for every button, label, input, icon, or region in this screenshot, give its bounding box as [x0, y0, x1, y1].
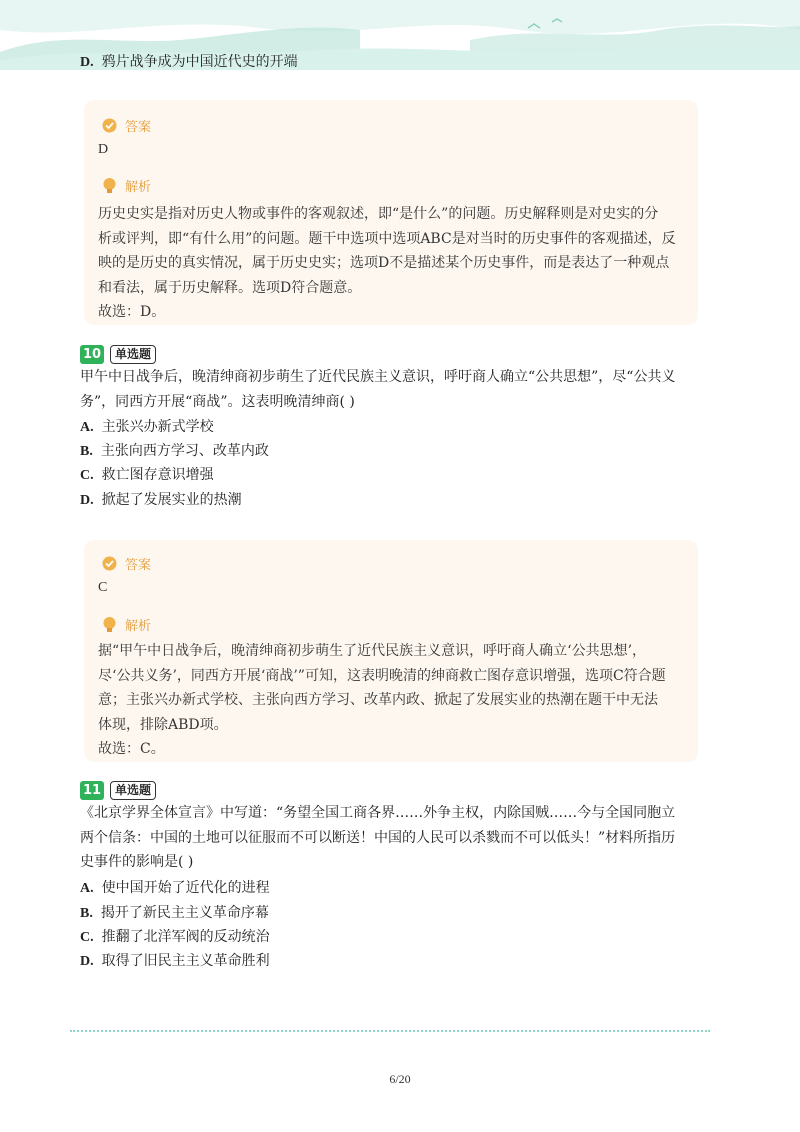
question-10-option-c[interactable]: [80, 465, 214, 486]
option-letter: A.: [80, 420, 94, 435]
question-10-header: [80, 345, 156, 364]
question-number-badge: 11: [80, 781, 104, 800]
question-11-header: [80, 781, 156, 800]
question-number-badge: 10: [80, 345, 104, 364]
prev-question-option-d: [80, 52, 298, 73]
question-11-option-b[interactable]: [80, 903, 269, 924]
analysis-line: 析或评判，即“有什么用”的问题。题干中选项中选项ABC是对当时的历史事件的客观描述，反: [98, 230, 676, 247]
analysis-line: 尽‘公共义务’，同西方开展‘商战’”可知，这表明晚清的绅商救亡图存意识增强，选项C符合题: [98, 667, 666, 684]
option-letter: D.: [80, 493, 94, 508]
option-letter: B.: [80, 444, 93, 459]
answer-analysis-box-9: [84, 100, 698, 325]
page-number: 6/20: [389, 1072, 411, 1086]
lightbulb-icon: [102, 616, 117, 633]
analysis-line: 体现，排除ABD项。: [98, 716, 228, 733]
analysis-text: [98, 202, 678, 325]
question-11-option-a[interactable]: [80, 878, 270, 899]
option-text: 揭开了新民主主义革命序幕: [100, 905, 269, 921]
answer-value: D: [98, 142, 109, 157]
analysis-text: [98, 639, 678, 762]
answer-label: 答案: [125, 558, 152, 573]
analysis-tag: [102, 176, 151, 195]
question-type-badge: 单选题: [110, 781, 156, 800]
option-letter: C.: [80, 468, 94, 483]
question-10-option-a[interactable]: [80, 417, 214, 438]
analysis-line: 意；主张兴办新式学校、主张向西方学习、改革内政、掀起了发展实业的热潮在题干中无法: [98, 692, 658, 708]
stem-line: 《北京学界全体宣言》中写道：“务望全国工商各界……外争主权，内除国贼……今与全国同胞立: [80, 805, 676, 821]
question-10-option-d[interactable]: [80, 490, 242, 511]
option-text: 主张兴办新式学校: [101, 419, 214, 435]
question-10-stem: [80, 365, 700, 414]
question-11-option-d[interactable]: [80, 951, 270, 972]
footer-dotted-divider: [70, 1030, 710, 1032]
check-badge-icon: [102, 556, 117, 571]
question-10-option-b[interactable]: [80, 441, 269, 462]
option-letter: D.: [80, 954, 94, 969]
analysis-line: 映的是历史的真实情况，属于历史史实；选项D不是描述某个历史事件，而是表达了一种观点: [98, 255, 670, 271]
lightbulb-icon: [102, 177, 117, 194]
stem-line: 两个信条：中国的土地可以征服而不可以断送！中国的人民可以杀戮而不可以低头！”材料所指历: [80, 829, 676, 846]
option-letter: B.: [80, 906, 93, 921]
option-text: 掀起了发展实业的热潮: [101, 492, 242, 508]
analysis-line: 据“甲午中日战争后，晚清绅商初步萌生了近代民族主义意识，呼吁商人确立‘公共思想’，: [98, 643, 647, 659]
option-text: 主张向西方学习、改革内政: [100, 443, 269, 459]
analysis-line: 故选：C。: [98, 741, 165, 757]
answer-analysis-box-10: [84, 540, 698, 762]
option-text: 推翻了北洋军阀的反动统治: [101, 929, 270, 945]
answer-value: C: [98, 580, 108, 595]
stem-line: 务”，同西方开展“商战”。这表明晚清绅商( ): [80, 393, 355, 410]
option-letter: A.: [80, 881, 94, 896]
option-text: 取得了旧民主主义革命胜利: [101, 953, 270, 969]
analysis-tag: [102, 615, 151, 634]
stem-line: 史事件的影响是( ): [80, 854, 194, 870]
analysis-label: 解析: [125, 619, 152, 634]
option-text: 救亡图存意识增强: [101, 467, 214, 483]
option-text: 鸦片战争成为中国近代史的开端: [101, 54, 298, 70]
question-11-option-c[interactable]: [80, 927, 270, 948]
stem-line: 甲午中日战争后，晚清绅商初步萌生了近代民族主义意识，呼吁商人确立“公共思想”，尽“公共义: [80, 369, 676, 385]
answer-tag: [102, 116, 151, 135]
question-11-stem: [80, 801, 700, 875]
option-letter: D.: [80, 55, 94, 70]
option-letter: C.: [80, 930, 94, 945]
option-text: 使中国开始了近代化的进程: [101, 880, 270, 896]
analysis-label: 解析: [125, 180, 152, 195]
answer-label: 答案: [125, 120, 152, 135]
check-badge-icon: [102, 118, 117, 133]
answer-tag: [102, 554, 151, 573]
analysis-line: 和看法，属于历史解释。选项D符合题意。: [98, 279, 362, 296]
analysis-line: 历史史实是指对历史人物或事件的客观叙述，即“是什么”的问题。历史解释则是对史实的分: [98, 206, 659, 222]
question-type-badge: 单选题: [110, 345, 156, 364]
analysis-line: 故选：D。: [98, 304, 166, 320]
